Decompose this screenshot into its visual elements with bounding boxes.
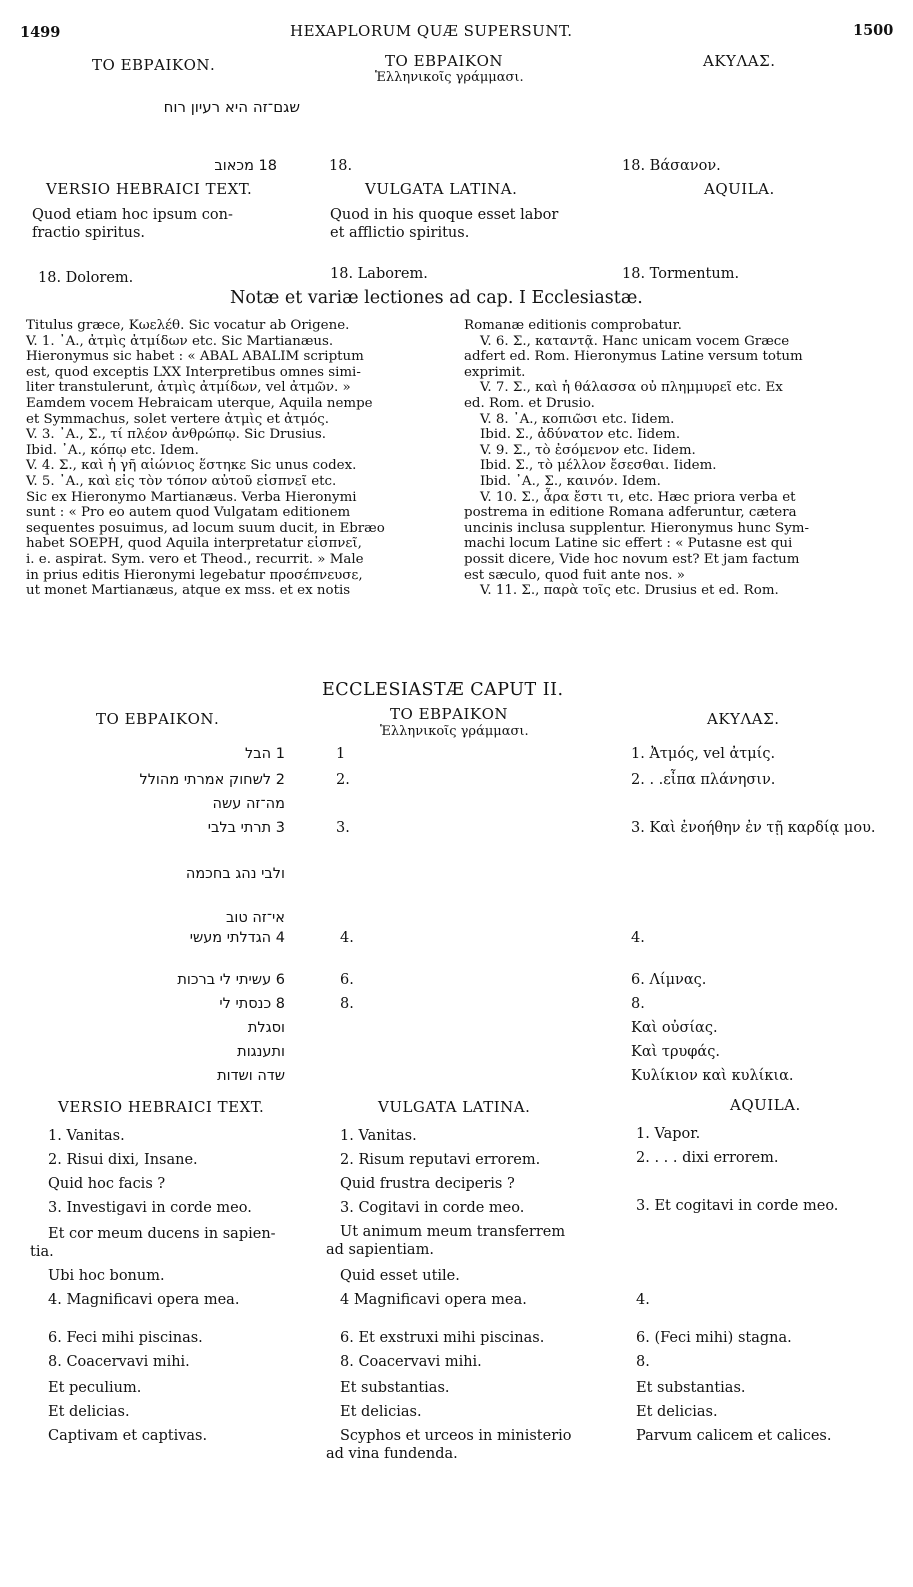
note-line: in prius editis Hieronymi legebatur προσέπνευσε, xyxy=(26,567,363,583)
heb-row-right: 6. Λίμνας. xyxy=(631,972,707,988)
lat-right-line: 3. Et cogitavi in corde meo. xyxy=(636,1198,839,1214)
heb-row-right: 8. xyxy=(631,996,645,1012)
lat-right-line: 4. xyxy=(636,1292,650,1308)
version-head-vulgata: VULGATA LATINA. xyxy=(365,180,518,198)
heb-row-heb: ולבי נהג בחכמה xyxy=(185,866,285,882)
v18-right: 18. Βάσανον. xyxy=(622,158,721,174)
chapter-title: ECCLESIASTÆ CAPUT II. xyxy=(322,680,564,700)
lat-mid-line: 8. Coacervavi mihi. xyxy=(340,1354,482,1370)
page-number-left: 1499 xyxy=(20,24,61,41)
heb-row-heb: שדה ושדות xyxy=(217,1068,285,1084)
heb-row-right: Καὶ τρυφάς. xyxy=(631,1044,720,1060)
note-line: V. 10. Σ., ἆρα ἔστι τι, etc. Hæc priora verba et xyxy=(480,489,796,505)
hebrew-line: שגם־זה היא רעיון רוח xyxy=(163,98,300,116)
heb-row-heb: ותענגות xyxy=(237,1044,285,1060)
lat-mid-line: 6. Et exstruxi mihi piscinas. xyxy=(340,1330,545,1346)
note-line: machi locum Latine sic effert : « Putasne est qui xyxy=(464,536,793,552)
notes-left-column xyxy=(26,318,385,599)
note-line: exprimit. xyxy=(464,364,526,380)
note-line: postrema in editione Romana adferuntur, cætera xyxy=(464,505,797,521)
note-line: V. 3. ᾿Α., Σ., τί πλέον ἀνθρώπῳ. Sic Drusius. xyxy=(26,427,326,443)
text-line: Quod in his quoque esset labor xyxy=(330,207,559,223)
heb-row-heb: 6 עשיתי לי ברכות xyxy=(177,972,285,988)
note-line: est, quod exceptis LXX Interpretibus omnes simi- xyxy=(26,364,361,380)
note-line: V. 7. Σ., καὶ ἡ θάλασσα οὐ πλημμυρεῖ etc. Ex xyxy=(480,380,783,396)
lat-mid-line: Quid esset utile. xyxy=(340,1268,460,1284)
heb-row-right: Καὶ οὐσίας. xyxy=(631,1020,718,1036)
note-line: V. 1. ᾿Α., ἀτμὶς ἀτμίδων etc. Sic Martianæus. xyxy=(26,333,334,349)
v18-lat-right: 18. Tormentum. xyxy=(622,266,740,282)
heb-row-heb: 4 הגדלתי מעשי xyxy=(189,930,285,946)
note-line: adfert ed. Rom. Hieronymus Latine versum totum xyxy=(464,349,803,365)
lat-right-line: 2. . . . dixi errorem. xyxy=(636,1150,779,1166)
text-line: Quod etiam hoc ipsum con- xyxy=(32,207,233,223)
lat-left-line: 4. Magnificavi opera mea. xyxy=(48,1292,240,1308)
note-line: est sæculo, quod fuit ante nos. » xyxy=(464,567,685,583)
lat-left-line: Ubi hoc bonum. xyxy=(48,1268,165,1284)
note-line: sequentes posuimus, ad locum suum ducit, in Ebræo xyxy=(26,520,385,536)
heb-row-right: 4. xyxy=(631,930,645,946)
lat-left-line: tia. xyxy=(30,1244,54,1260)
col-head-hebrew: ΤΟ ΕΒΡΑΙΚΟΝ. xyxy=(92,56,216,74)
lat-mid-line: Ut animum meum transferrem xyxy=(340,1224,566,1240)
lat-left-line: 8. Coacervavi mihi. xyxy=(48,1354,190,1370)
page-number-right: 1500 xyxy=(853,22,894,39)
lat-left-line: 3. Investigavi in corde meo. xyxy=(48,1200,252,1216)
lat-left-line: Quid hoc facis ? xyxy=(48,1176,166,1192)
heb-row-mid: 2. xyxy=(336,772,350,788)
note-line: V. 6. Σ., καταντᾷ. Hanc unicam vocem Græce xyxy=(480,333,790,349)
cap2-col-head-aquila: ΑΚΥΛΑΣ. xyxy=(707,710,780,728)
text-line: et afflictio spiritus. xyxy=(330,225,470,241)
notes-title: Notæ et variæ lectiones ad cap. I Ecclesiastæ. xyxy=(230,288,643,308)
lat-mid-line: Et substantias. xyxy=(340,1380,450,1396)
vers-left-text xyxy=(32,206,233,242)
heb-row-heb: 3 תרתי בלבי xyxy=(207,820,285,836)
v18-lat-left: 18. Dolorem. xyxy=(38,270,134,286)
note-line: V. 9. Σ., τὸ ἐσόμενον etc. Iidem. xyxy=(480,442,696,458)
note-line: Titulus græce, Κωελέθ. Sic vocatur ab Origene. xyxy=(26,318,350,333)
lat-right-line: 1. Vapor. xyxy=(636,1126,701,1142)
cap2-version-head-aquila: AQUILA. xyxy=(730,1096,801,1114)
note-line: V. 11. Σ., παρὰ τοῖς etc. Drusius et ed. Rom. xyxy=(480,583,779,599)
note-line: V. 4. Σ., καὶ ἡ γῆ αἰώνιος ἕστηκε Sic unus codex. xyxy=(26,458,357,474)
heb-row-heb: אי־זה טוב xyxy=(225,910,285,926)
vers-mid-text xyxy=(330,206,558,242)
heb-row-right: Κυλίκιον καὶ κυλίκια. xyxy=(631,1068,794,1084)
heb-row-mid: 6. xyxy=(340,972,354,988)
note-line: et Symmachus, solet vertere ἀτμὶς et ἀτμός. xyxy=(26,411,330,427)
heb-row-heb: 2 לשחוק אמרתי מהולל xyxy=(139,772,285,788)
note-line: Eamdem vocem Hebraicam uterque, Aquila nempe xyxy=(26,395,373,411)
cap2-version-head-vulgata: VULGATA LATINA. xyxy=(378,1098,531,1116)
note-line: sunt : « Pro eo autem quod Vulgatam editionem xyxy=(26,505,351,521)
note-line: Sic ex Hieronymo Martianæus. Verba Hieronymi xyxy=(26,489,357,505)
note-line: i. e. aspirat. Sym. vero et Theod., recurrit. » Male xyxy=(26,551,364,567)
lat-left-line: Et peculium. xyxy=(48,1380,142,1396)
heb-row-heb: 8 כנסתי לי xyxy=(219,996,285,1012)
lat-mid-line: Quid frustra deciperis ? xyxy=(340,1176,515,1192)
lat-mid-line: ad sapientiam. xyxy=(326,1242,434,1258)
lat-left-line: Et delicias. xyxy=(48,1404,130,1420)
lat-left-line: Et cor meum ducens in sapien- xyxy=(48,1226,276,1242)
lat-left-line: 6. Feci mihi piscinas. xyxy=(48,1330,203,1346)
note-line: possit dicere, Vide hoc novum est? Et jam factum xyxy=(464,551,800,567)
lat-left-line: 2. Risui dixi, Insane. xyxy=(48,1152,198,1168)
v18-lat-mid: 18. Laborem. xyxy=(330,266,428,282)
v18-hebrew: 18 מכאוב xyxy=(214,158,277,174)
lat-right-line: 8. xyxy=(636,1354,650,1370)
v18-mid: 18. xyxy=(329,158,353,174)
heb-row-right: 3. Καὶ ἐνοήθην ἐν τῇ καρδίᾳ μου. xyxy=(631,820,876,836)
note-line: V. 5. ᾿Α., καὶ εἰς τὸν τόπον αὐτοῦ εἰσπνεῖ etc. xyxy=(26,473,337,489)
version-head-aquila: AQUILA. xyxy=(704,180,775,198)
note-line: habet SOEPH, quod Aquila interpretatur εἰσπνεῖ, xyxy=(26,536,362,552)
lat-mid-line: 4 Magnificavi opera mea. xyxy=(340,1292,527,1308)
lat-right-line: Et delicias. xyxy=(636,1404,718,1420)
heb-row-mid: 8. xyxy=(340,996,354,1012)
note-line: Ibid. ᾿Α., κόπῳ etc. Idem. xyxy=(26,442,199,458)
heb-row-mid: 3. xyxy=(336,820,350,836)
note-line: liter transtulerunt, ἀτμὶς ἀτμίδων, vel ἀτμῶν. » xyxy=(26,380,351,396)
col-head-aquila: ΑΚΥΛΑΣ. xyxy=(703,52,776,70)
heb-row-mid: 1 xyxy=(336,746,346,762)
heb-row-heb: וסגלת xyxy=(247,1020,285,1036)
note-line: Ibid. Σ., ἀδύνατον etc. Iidem. xyxy=(480,427,681,443)
lat-right-line: 6. (Feci mihi) stagna. xyxy=(636,1330,792,1346)
lat-left-line: Captivam et captivas. xyxy=(48,1428,208,1444)
note-line: ed. Rom. et Drusio. xyxy=(464,395,595,411)
heb-row-right: 2. . .εἶπα πλάνησιν. xyxy=(631,772,776,788)
note-line: Ibid. ᾿Α., Σ., καινόν. Idem. xyxy=(480,473,661,489)
lat-mid-line: 2. Risum reputavi errorem. xyxy=(340,1152,541,1168)
note-line: ut monet Martianæus, atque ex mss. et ex notis xyxy=(26,583,351,599)
text-line: fractio spiritus. xyxy=(32,225,146,241)
heb-row-right: 1. Ἀτμός, vel ἀτμίς. xyxy=(631,746,776,762)
note-line: Romanæ editionis comprobatur. xyxy=(464,318,682,333)
heb-row-heb: 1 הבל xyxy=(245,746,285,762)
lat-right-line: Parvum calicem et calices. xyxy=(636,1428,832,1444)
heb-row-heb: מה־זה עשה xyxy=(212,796,285,812)
notes-right-column xyxy=(464,318,809,599)
lat-right-line: Et substantias. xyxy=(636,1380,746,1396)
cap2-col-head-hebrew-greek: ΤΟ ΕΒΡΑΙΚΟΝ xyxy=(390,705,509,723)
cap2-version-head-hebraici: VERSIO HEBRAICI TEXT. xyxy=(58,1098,265,1116)
version-head-hebraici: VERSIO HEBRAICI TEXT. xyxy=(46,180,253,198)
note-line: uncinis inclusa supplentur. Hieronymus hunc Sym- xyxy=(464,520,809,536)
lat-mid-line: Et delicias. xyxy=(340,1404,422,1420)
col-head-hebrew-greek: ΤΟ ΕΒΡΑΙΚΟΝ xyxy=(385,52,504,70)
running-title: HEXAPLORUM QUÆ SUPERSUNT. xyxy=(290,22,573,40)
note-line: Ibid. Σ., τὸ μέλλον ἔσεσθαι. Iidem. xyxy=(480,458,717,474)
lat-left-line: 1. Vanitas. xyxy=(48,1128,125,1144)
col-sub-greek-letters: Ἑλληνικοῖς γράμμασι. xyxy=(375,70,524,85)
lat-mid-line: Scyphos et urceos in ministerio xyxy=(340,1428,572,1444)
heb-row-mid: 4. xyxy=(340,930,354,946)
note-line: Hieronymus sic habet : « ABAL ABALIM scriptum xyxy=(26,349,364,365)
cap2-col-head-hebrew: ΤΟ ΕΒΡΑΙΚΟΝ. xyxy=(96,710,220,728)
note-line: V. 8. ᾿Α., κοπιῶσι etc. Iidem. xyxy=(480,411,675,427)
lat-mid-line: 3. Cogitavi in corde meo. xyxy=(340,1200,525,1216)
lat-mid-line: ad vina fundenda. xyxy=(326,1446,458,1462)
cap2-col-sub-greek-letters: Ἑλληνικοῖς γράμμασι. xyxy=(380,724,529,739)
lat-mid-line: 1. Vanitas. xyxy=(340,1128,417,1144)
